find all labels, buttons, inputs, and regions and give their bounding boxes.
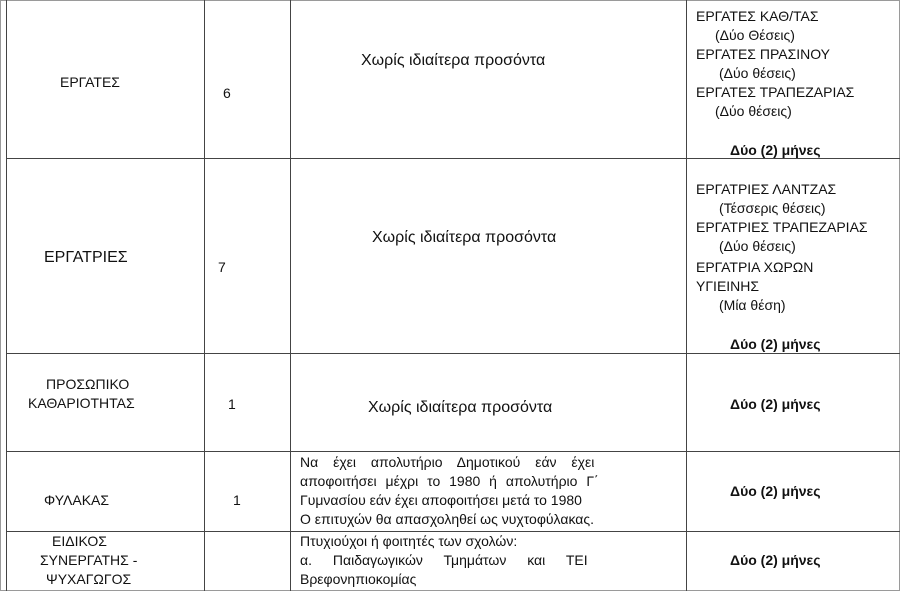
position-count: 1 [228,396,236,412]
position-seats: (Δύο θέσεις) [719,65,796,81]
qualification-line: α. Παιδαγωγικών Τμημάτων και ΤΕΙ [300,552,588,568]
position-name: ΥΓΙΕΙΝΗΣ [696,278,760,294]
contract-duration: Δύο (2) μήνες [730,552,821,568]
position-title: ΕΡΓΑΤΡΙΕΣ [44,249,128,266]
position-count: 6 [223,85,231,101]
table-row [6,158,900,353]
position-name: ΕΡΓΑΤΡΙΑ ΧΩΡΩΝ [696,259,814,275]
qualification-text: Χωρίς ιδιαίτερα προσόντα [372,229,557,246]
position-title: ΦΥΛΑΚΑΣ [44,492,110,508]
position-seats: (Τέσσερις θέσεις) [719,200,826,216]
table-row [6,353,900,451]
positions-table [6,0,900,591]
position-title: ΕΡΓΑΤΕΣ [60,74,120,90]
qualification-line: Να έχει απολυτήριο Δημοτικού εάν έχει [300,454,595,470]
position-seats: (Δύο θέσεις) [719,238,796,254]
position-title: ΠΡΟΣΩΠΙΚΟ [46,376,130,392]
qualification-line: Πτυχιούχοι ή φοιτητές των σχολών: [300,533,518,549]
position-name: ΕΡΓΑΤΕΣ ΚΑΘ/ΤΑΣ [696,8,819,24]
position-name: ΕΡΓΑΤΕΣ ΤΡΑΠΕΖΑΡΙΑΣ [696,84,855,100]
position-count: 7 [218,259,226,275]
qualification-text: Χωρίς ιδιαίτερα προσόντα [368,399,553,416]
position-title: ΣΥΝΕΡΓΑΤΗΣ - [40,552,138,568]
table-row [6,451,900,531]
position-name: ΕΡΓΑΤΕΣ ΠΡΑΣΙΝΟΥ [696,46,831,62]
table-row [6,0,900,158]
qualification-line: Βρεφονηπιοκομίας [300,571,417,587]
contract-duration: Δύο (2) μήνες [730,142,821,158]
qualification-line: αποφοιτήσει μέχρι το 1980 ή απολυτήριο Γ΄ [300,473,599,489]
position-name: ΕΡΓΑΤΡΙΕΣ ΤΡΑΠΕΖΑΡΙΑΣ [696,219,868,235]
position-seats: (Δύο θέσεις) [715,103,792,119]
position-name: ΕΡΓΑΤΡΙΕΣ ΛΑΝΤΖΑΣ [696,181,837,197]
position-title: ΕΙΔΙΚΟΣ [52,533,107,549]
qualification-text: Χωρίς ιδιαίτερα προσόντα [361,52,546,69]
table-row [6,531,900,591]
qualification-line: Γυμνασίου εάν έχει αποφοιτήσει μετά το 1980 [300,492,582,508]
position-title: ΚΑΘΑΡΙΟΤΗΤΑΣ [28,395,135,411]
position-seats: (Μία θέση) [719,297,786,313]
contract-duration: Δύο (2) μήνες [730,396,821,412]
qualification-line: Ο επιτυχών θα απασχοληθεί ως νυχτοφύλακας. [300,511,594,527]
contract-duration: Δύο (2) μήνες [730,336,821,352]
position-count: 1 [233,492,241,508]
contract-duration: Δύο (2) μήνες [730,483,821,499]
position-title: ΨΥΧΑΓΩΓΟΣ [46,571,132,587]
position-seats: (Δύο Θέσεις) [715,27,795,43]
